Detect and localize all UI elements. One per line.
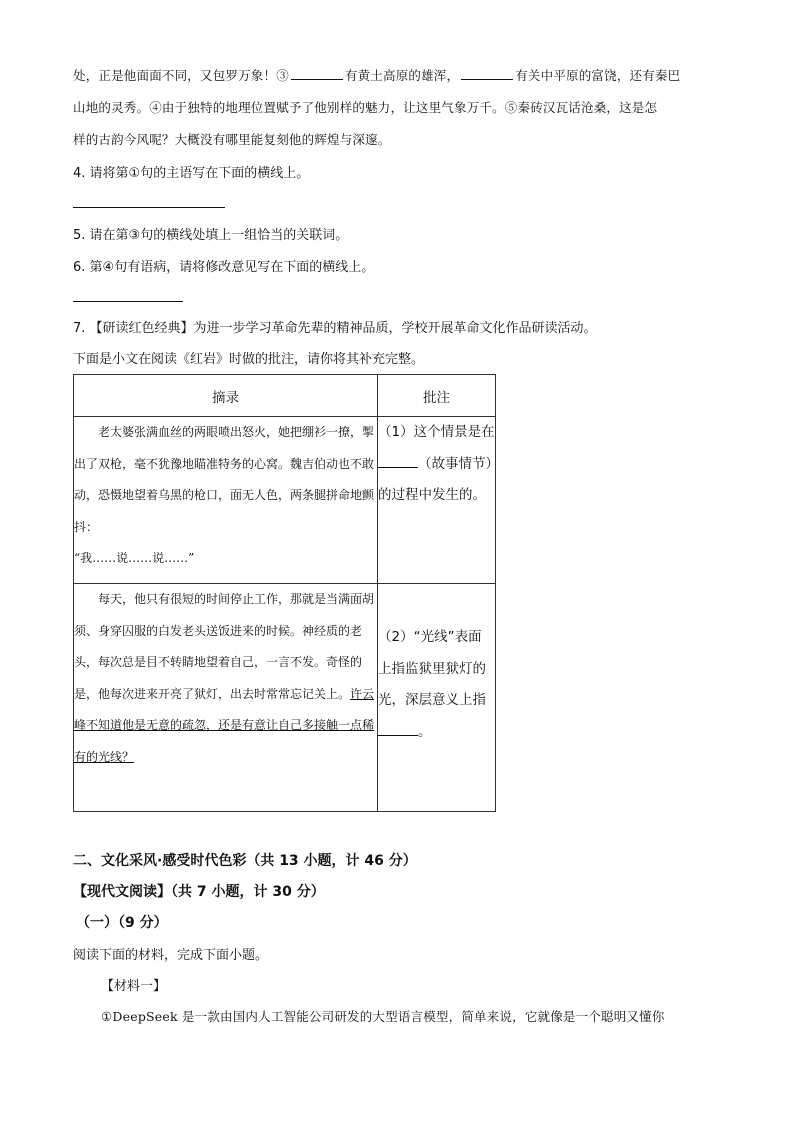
note-1-text-after: （故事情节）的过程中发生的。	[378, 455, 493, 503]
excerpt-2-text: 每天，他只有很短的时间停止工作，那就是当满面胡须、身穿囚服的白发老头送饭进来的时候。神经质的老头，每次总是目不转睛地望着自己，一言不发。奇怪的是，他每次进来开亮了狱灯，出去时常常忘记关上。	[74, 592, 375, 701]
answer-line-q4[interactable]	[73, 207, 225, 208]
question-6: 6. 第④句有语病，请将修改意见写在下面的横线上。	[73, 260, 375, 275]
fill-blank[interactable]	[291, 67, 343, 80]
material-1-label: 【材料一】	[101, 979, 167, 994]
table-row-1-note	[378, 417, 496, 584]
note-1-blank[interactable]	[378, 455, 418, 468]
question-7: 7. 【研读红色经典】为进一步学习革命先辈的精神品质，学校开展革命文化作品研读活动。	[73, 321, 597, 336]
passage-line-1-part-a: 处，正是他面面不同，又包罗万象！③	[73, 68, 289, 83]
passage-line-2: 山地的灵秀。④由于独特的地理位置赋予了他别样的魅力，让这里气象万千。⑤秦砖汉瓦话沧桑，这是怎	[73, 100, 658, 115]
answer-line-q6[interactable]	[73, 301, 183, 302]
passage-line-1-part-b: 有黄土高原的雄浑，	[344, 68, 460, 83]
question-7-instruction: 下面是小文在阅读《红岩》时做的批注，请你将其补充完整。	[73, 352, 425, 367]
annotation-table	[73, 374, 496, 812]
question-5: 5. 请在第③句的横线处填上一组恰当的关联词。	[73, 228, 349, 243]
note-1-text-before: （1）这个情景是在	[378, 424, 495, 440]
fill-blank[interactable]	[461, 67, 513, 80]
material-1-line-1: ①DeepSeek 是一款由国内人工智能公司研发的大型语言模型，简单来说，它就像是一个聪明又懂你	[101, 1009, 665, 1024]
reading-instruction: 阅读下面的材料，完成下面小题。	[73, 948, 269, 963]
question-4: 4. 请将第①句的主语写在下面的横线上。	[73, 166, 310, 181]
note-2-blank[interactable]	[378, 723, 418, 736]
excerpt-1-text: 老太婆张满血丝的两眼喷出怒火，她把绷衫一撩，掣出了双枪，毫不犹豫地瞄准特务的心窝。魏吉伯动也不敢动，恐慑地望着乌黑的枪口，面无人色，两条腿拼命地颤抖：	[74, 425, 375, 534]
table-row-2-excerpt	[74, 584, 378, 812]
table-header-excerpt: 摘录	[74, 375, 378, 417]
passage-line-1-part-c: 有关中平原的富饶，还有秦巴	[515, 68, 681, 83]
excerpt-2-underlined: 许云峰不知道他是无意的疏忽，还是有意让自己多接触一点稀有的光线？	[74, 686, 375, 764]
table-row-2-note	[378, 584, 496, 812]
reading-part-1-heading: （一）（9 分）	[76, 915, 168, 931]
note-2-end: 。	[418, 723, 432, 740]
table-header-note: 批注	[378, 375, 496, 417]
table-row-1-excerpt	[74, 417, 378, 584]
excerpt-1-quote: “我……说……说……”	[74, 551, 195, 565]
note-2-text: （2）“光线”表面上指监狱里狱灯的光，深层意义上指	[378, 629, 486, 708]
passage-line-1	[73, 66, 680, 84]
section-2-title: 二、文化采风·感受时代色彩（共 13 小题，计 46 分）	[73, 853, 417, 869]
section-2-subtitle: 【现代文阅读】（共 7 小题，计 30 分）	[73, 884, 325, 900]
passage-line-3: 样的古韵今风呢？大概没有哪里能复刻他的辉煌与深邃。	[73, 132, 391, 147]
